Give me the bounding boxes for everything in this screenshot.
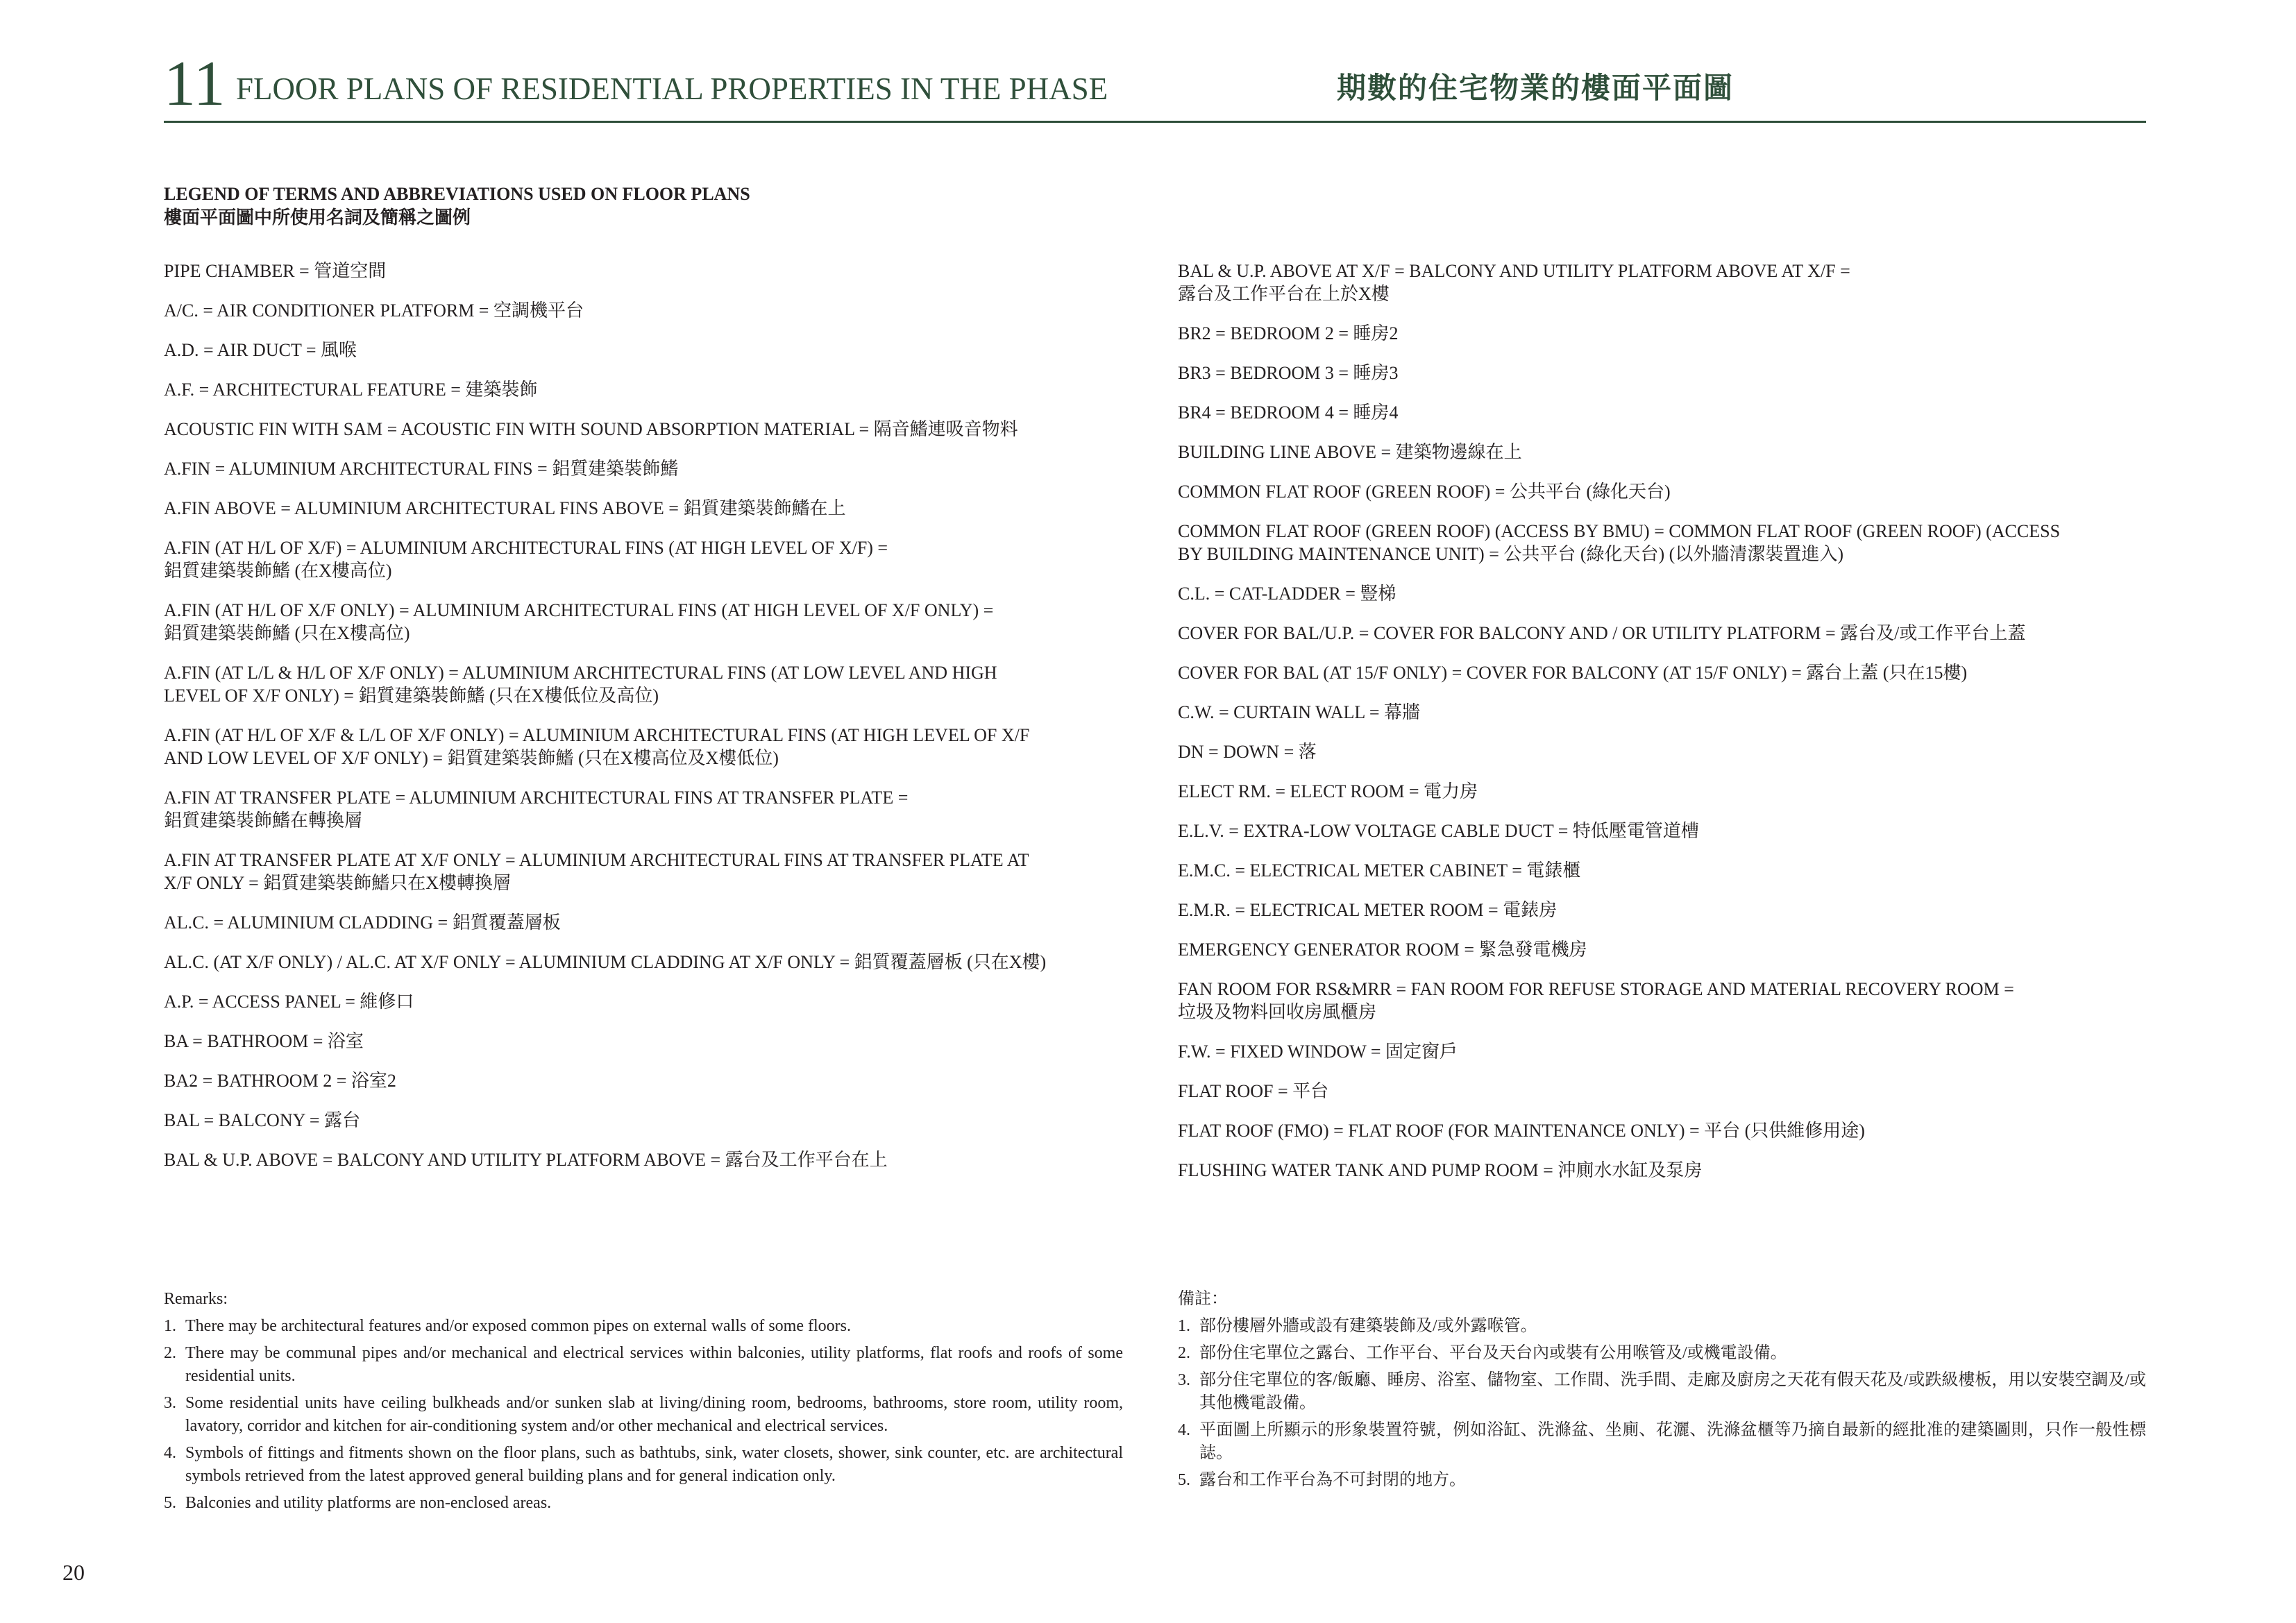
remark-text: There may be communal pipes and/or mechanical and electrical services within balconies, utility platforms, flat roofs and roofs of some residential units. [185, 1344, 1123, 1385]
legend-entry [1178, 899, 2146, 921]
legend-entry [1178, 401, 2146, 424]
remark-item [164, 1392, 1123, 1438]
legend-entry-line: C.L. = CAT-LADDER = 豎梯 [1178, 584, 1396, 604]
remark-item [164, 1342, 1123, 1388]
remark-number: 3. [1178, 1371, 1190, 1389]
legend-entry [164, 378, 1136, 401]
remarks-list-zh [1178, 1315, 2146, 1492]
legend-entry-line: A.FIN AT TRANSFER PLATE = ALUMINIUM ARCHITECTURAL FINS AT TRANSFER PLATE = [164, 788, 909, 808]
legend-entry-line: A/C. = AIR CONDITIONER PLATFORM = 空調機平台 [164, 300, 584, 321]
legend-entry-line: AL.C. (AT X/F ONLY) / AL.C. AT X/F ONLY = ALUMINIUM CLADDING AT X/F ONLY = 鋁質覆蓋層板 (只在X樓) [164, 952, 1047, 972]
legend-entry-line: A.FIN (AT H/L OF X/F) = ALUMINIUM ARCHITECTURAL FINS (AT HIGH LEVEL OF X/F) = [164, 538, 888, 558]
remark-number: 1. [1178, 1317, 1190, 1335]
legend-entry-line: DN = DOWN = 落 [1178, 742, 1317, 762]
legend-entry-line: FLAT ROOF (FMO) = FLAT ROOF (FOR MAINTENANCE ONLY) = 平台 (只供維修用途) [1178, 1121, 1865, 1141]
legend-entry-line: A.FIN AT TRANSFER PLATE AT X/F ONLY = ALUMINIUM ARCHITECTURAL FINS AT TRANSFER PLATE AT [164, 850, 1029, 870]
legend-entry [1178, 740, 2146, 763]
legend-entry [164, 599, 1136, 645]
remark-number: 3. [164, 1394, 176, 1412]
legend-entry-line: BAL & U.P. ABOVE AT X/F = BALCONY AND UTILITY PLATFORM ABOVE AT X/F = [1178, 261, 1850, 281]
legend-entry [164, 497, 1136, 520]
remark-text: 部份住宅單位之露台、工作平台、平台及天台內或裝有公用喉管及/或機電設備。 [1199, 1344, 1787, 1362]
legend-entry-line: A.FIN (AT L/L & H/L OF X/F ONLY) = ALUMINIUM ARCHITECTURAL FINS (AT LOW LEVEL AND HIGH [164, 663, 997, 683]
legend-entry-line: 鋁質建築裝飾鰭 (只在X樓高位) [164, 623, 410, 643]
legend-entry-line: 垃圾及物料回收房風櫃房 [1178, 1002, 1377, 1022]
legend-entry-line: E.M.C. = ELECTRICAL METER CABINET = 電錶櫃 [1178, 860, 1581, 881]
legend-entry-line: A.D. = AIR DUCT = 風喉 [164, 340, 357, 360]
legend-entry-line: A.FIN = ALUMINIUM ARCHITECTURAL FINS = 鋁質建築裝飾鰭 [164, 459, 679, 479]
remarks-title: Remarks: [164, 1290, 228, 1308]
legend-entry [1178, 582, 2146, 605]
remark-number: 4. [164, 1444, 176, 1462]
legend-entry-line: LEVEL OF X/F ONLY) = 鋁質建築裝飾鰭 (只在X樓低位及高位) [164, 686, 659, 706]
remark-number: 4. [1178, 1421, 1190, 1439]
legend-entry [1178, 701, 2146, 724]
page-number: 20 [62, 1560, 85, 1585]
legend-entry [1178, 520, 2146, 566]
remark-number: 5. [164, 1494, 176, 1512]
legend-entry-line: BR2 = BEDROOM 2 = 睡房2 [1178, 323, 1399, 343]
legend-entry-line: PIPE CHAMBER = 管道空間 [164, 261, 387, 281]
legend-entry-line: AL.C. = ALUMINIUM CLADDING = 鋁質覆蓋層板 [164, 912, 561, 933]
remarks-list [164, 1315, 1123, 1515]
legend-entry [164, 457, 1136, 480]
legend-entry [164, 299, 1136, 322]
legend-entry [164, 260, 1136, 282]
legend-entry [164, 849, 1136, 894]
legend-entry [164, 339, 1136, 362]
legend-entry-line: FAN ROOM FOR RS&MRR = FAN ROOM FOR REFUSE STORAGE AND MATERIAL RECOVERY ROOM = [1178, 979, 2014, 999]
legend-entry [1178, 322, 2146, 345]
legend-entry-line: FLAT ROOF = 平台 [1178, 1081, 1329, 1101]
legend-entry [164, 536, 1136, 582]
legend-entry [164, 1109, 1136, 1132]
legend-entry-line: F.W. = FIXED WINDOW = 固定窗戶 [1178, 1042, 1458, 1062]
remark-number: 5. [1178, 1471, 1190, 1489]
legend-entry [1178, 1159, 2146, 1182]
legend-entry-line: EMERGENCY GENERATOR ROOM = 緊急發電機房 [1178, 940, 1587, 960]
legend-entry [1178, 859, 2146, 882]
remark-item [1178, 1315, 2146, 1338]
legend-entry-line: A.P. = ACCESS PANEL = 維修口 [164, 992, 414, 1012]
legend-heading [164, 182, 750, 230]
remark-number: 2. [1178, 1344, 1190, 1362]
legend-entry-line: BY BUILDING MAINTENANCE UNIT) = 公共平台 (綠化天台) (以外牆清潔裝置進入) [1178, 544, 1843, 564]
legend-entry-line: BAL = BALCONY = 露台 [164, 1110, 361, 1130]
legend-entry [1178, 661, 2146, 684]
legend-entry [1178, 622, 2146, 645]
legend-entry-line: A.FIN (AT H/L OF X/F ONLY) = ALUMINIUM ARCHITECTURAL FINS (AT HIGH LEVEL OF X/F ONLY) = [164, 600, 994, 620]
legend-entry [1178, 780, 2146, 803]
legend-entry-line: A.F. = ARCHITECTURAL FEATURE = 建築裝飾 [164, 380, 538, 400]
remark-item [1178, 1369, 2146, 1415]
legend-entry [1178, 362, 2146, 384]
legend-entry-line: COMMON FLAT ROOF (GREEN ROOF) (ACCESS BY BMU) = COMMON FLAT ROOF (GREEN ROOF) (ACCESS [1178, 521, 2061, 541]
legend-entry [164, 990, 1136, 1013]
legend-entry-line: BUILDING LINE ABOVE = 建築物邊線在上 [1178, 442, 1522, 462]
remark-item [164, 1315, 1123, 1338]
legend-entry-line: E.L.V. = EXTRA-LOW VOLTAGE CABLE DUCT = 特低壓電管道槽 [1178, 821, 1699, 841]
legend-entry-line: BA = BATHROOM = 浴室 [164, 1031, 364, 1051]
remark-item [164, 1442, 1123, 1488]
legend-entry-line: AND LOW LEVEL OF X/F ONLY) = 鋁質建築裝飾鰭 (只在X樓高位及X樓低位) [164, 748, 779, 768]
legend-entry [164, 1030, 1136, 1053]
legend-entry [1178, 1040, 2146, 1063]
section-title-zh: 期數的住宅物業的樓面平面圖 [1337, 73, 1734, 105]
legend-entry [1178, 441, 2146, 464]
legend-entry-line: 露台及工作平台在上於X樓 [1178, 284, 1390, 304]
legend-entry-line: 鋁質建築裝飾鰭在轉換層 [164, 810, 363, 831]
remarks-title-zh: 備註： [1178, 1290, 1228, 1308]
remarks-english [164, 1288, 1123, 1519]
legend-entry [164, 786, 1136, 832]
legend-entry-line: COMMON FLAT ROOF (GREEN ROOF) = 公共平台 (綠化天台) [1178, 482, 1671, 502]
legend-entry [164, 911, 1136, 934]
remark-item [164, 1492, 1123, 1515]
remark-text: 露台和工作平台為不可封閉的地方。 [1199, 1471, 1466, 1489]
legend-entry [1178, 260, 2146, 305]
legend-entry [164, 724, 1136, 770]
legend-column-left [164, 260, 1136, 1188]
remark-text: 平面圖上所顯示的形象裝置符號，例如浴缸、洗滌盆、坐廁、花灑、洗滌盆櫃等乃摘自最新的經批准的建築圖則，只作一般性標誌。 [1199, 1421, 2146, 1462]
legend-entry-line: A.FIN (AT H/L OF X/F & L/L OF X/F ONLY) = ALUMINIUM ARCHITECTURAL FINS (AT HIGH LEVEL OF X/F [164, 725, 1030, 745]
section-title: FLOOR PLANS OF RESIDENTIAL PROPERTIES IN THE PHASE [236, 71, 1108, 106]
legend-entry [164, 1148, 1136, 1171]
legend-entry-line: FLUSHING WATER TANK AND PUMP ROOM = 沖廁水水缸及泵房 [1178, 1160, 1703, 1180]
legend-heading-zh: 樓面平面圖中所使用名詞及簡稱之圖例 [164, 207, 471, 228]
legend-entry-line: BAL & U.P. ABOVE = BALCONY AND UTILITY PLATFORM ABOVE = 露台及工作平台在上 [164, 1150, 888, 1170]
legend-entry-line: BR4 = BEDROOM 4 = 睡房4 [1178, 402, 1399, 423]
remark-item [1178, 1342, 2146, 1365]
legend-entry-line: COVER FOR BAL (AT 15/F ONLY) = COVER FOR BALCONY (AT 15/F ONLY) = 露台上蓋 (只在15樓) [1178, 663, 1968, 683]
remark-item [1178, 1419, 2146, 1465]
legend-entry-line: BA2 = BATHROOM 2 = 浴室2 [164, 1071, 396, 1091]
legend-entry [164, 1069, 1136, 1092]
legend-entry-line: E.M.R. = ELECTRICAL METER ROOM = 電錶房 [1178, 900, 1558, 920]
remarks-chinese [1178, 1288, 2146, 1496]
remark-text: Balconies and utility platforms are non-enclosed areas. [185, 1494, 552, 1512]
legend-entry-line: X/F ONLY = 鋁質建築裝飾鰭只在X樓轉換層 [164, 873, 512, 893]
page-header [164, 49, 2146, 123]
legend-entry-line: ACOUSTIC FIN WITH SAM = ACOUSTIC FIN WITH SOUND ABSORPTION MATERIAL = 隔音鰭連吸音物料 [164, 419, 1018, 439]
remark-text: Some residential units have ceiling bulkheads and/or sunken slab at living/dining room, bedrooms, bathrooms, store room, utility room, lavatory, corridor and kitchen for air-conditioning system and/or other mechanical and electrical services. [185, 1394, 1123, 1435]
legend-entry-line: A.FIN ABOVE = ALUMINIUM ARCHITECTURAL FINS ABOVE = 鋁質建築裝飾鰭在上 [164, 498, 846, 518]
remark-text: Symbols of fittings and fitments shown on the floor plans, such as bathtubs, sink, water closets, shower, sink counter, etc. are architectural symbols retrieved from the latest approved general building plans and for general indication only. [185, 1444, 1123, 1485]
legend-entry-line: ELECT RM. = ELECT ROOM = 電力房 [1178, 781, 1478, 801]
legend-entry [164, 418, 1136, 441]
legend-entry-line: COVER FOR BAL/U.P. = COVER FOR BALCONY AND / OR UTILITY PLATFORM = 露台及/或工作平台上蓋 [1178, 623, 2026, 643]
remark-text: 部分住宅單位的客/飯廳、睡房、浴室、儲物室、工作間、洗手間、走廊及廚房之天花有假天花及/或跌級樓板，用以安裝空調及/或其他機電設備。 [1199, 1371, 2146, 1412]
legend-entry [1178, 1080, 2146, 1103]
legend-entry-line: BR3 = BEDROOM 3 = 睡房3 [1178, 363, 1399, 383]
remark-text: There may be architectural features and/or exposed common pipes on external walls of some floors. [185, 1317, 851, 1335]
legend-entry-line: 鋁質建築裝飾鰭 (在X樓高位) [164, 561, 392, 581]
legend-entry [1178, 480, 2146, 503]
remark-text: 部份樓層外牆或設有建築裝飾及/或外露喉管。 [1199, 1317, 1537, 1335]
legend-column-right [1178, 260, 2146, 1198]
legend-entry-line: C.W. = CURTAIN WALL = 幕牆 [1178, 702, 1420, 722]
section-number: 11 [164, 48, 226, 119]
remark-number: 1. [164, 1317, 176, 1335]
remark-number: 2. [164, 1344, 176, 1362]
legend-entry [1178, 1119, 2146, 1142]
legend-entry [1178, 819, 2146, 842]
legend-entry [1178, 938, 2146, 961]
legend-entry [164, 951, 1136, 974]
legend-entry [164, 661, 1136, 707]
legend-heading-en: LEGEND OF TERMS AND ABBREVIATIONS USED ON FLOOR PLANS [164, 184, 750, 204]
remark-item [1178, 1469, 2146, 1492]
legend-entry [1178, 978, 2146, 1023]
